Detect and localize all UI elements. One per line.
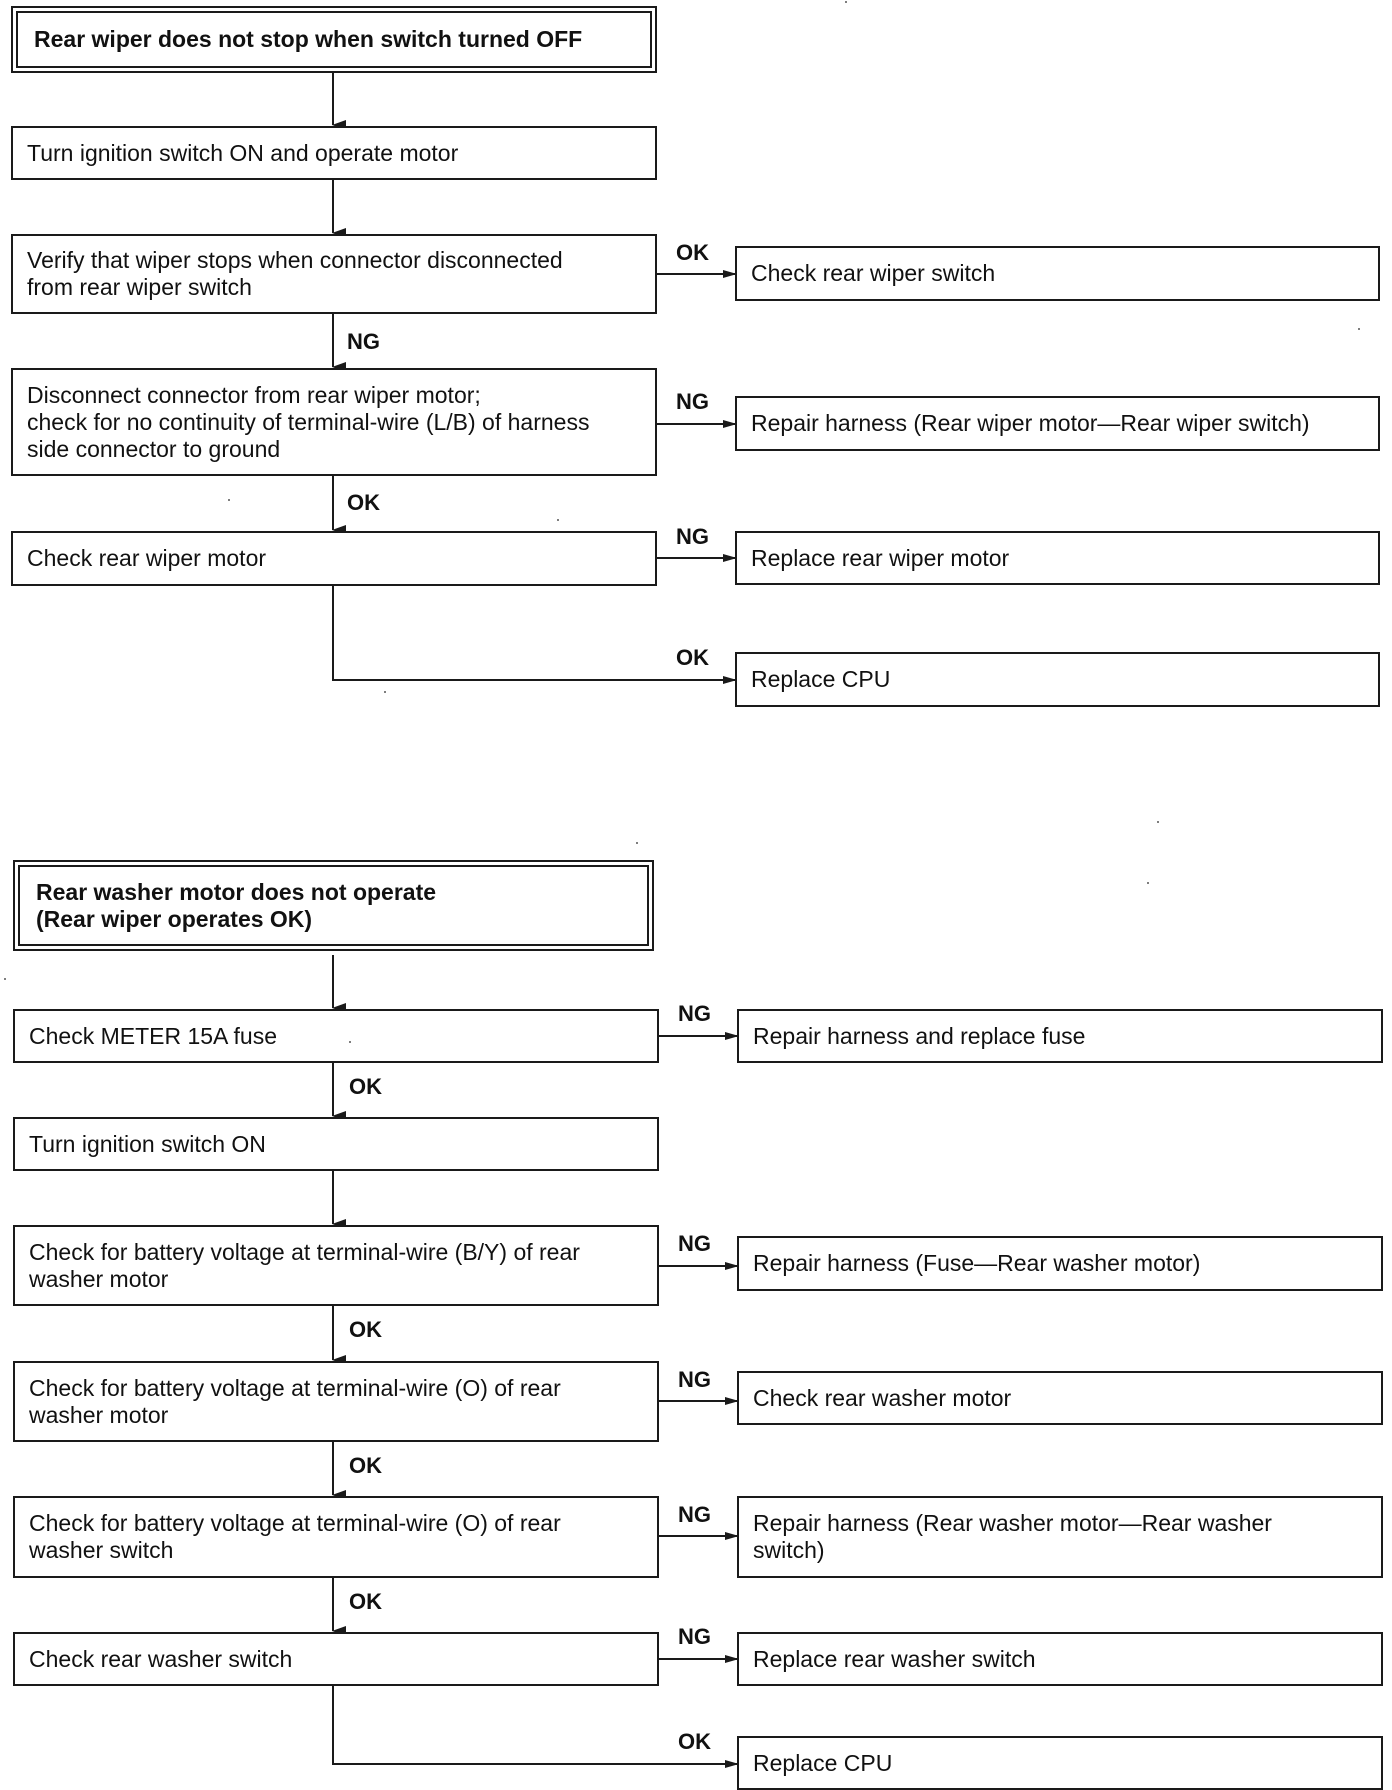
fc1-label-verify-ng: NG [347,329,380,354]
fc2-result-repair-harness-fuse-motor: Repair harness (Fuse—Rear washer motor) [737,1236,1383,1291]
fc2-result-repair-harness-motor-switch: Repair harness (Rear washer motor—Rear washer switch) [737,1496,1383,1578]
fc1-step-verify-wiper-stops: Verify that wiper stops when connector disconnected from rear wiper switch [11,234,657,314]
fc2-label-fuse-ng: NG [678,1001,711,1026]
flowchart1-title-box [11,6,657,73]
fc2-label-o-motor-ok: OK [349,1453,382,1478]
scan-speck [349,1041,351,1043]
fc2-label-by-ng: NG [678,1231,711,1256]
fc1-label-disconnect-ok: OK [347,490,380,515]
fc2-step-check-by-voltage: Check for battery voltage at terminal-wire (B/Y) of rear washer motor [13,1225,659,1306]
fc1-step-disconnect-motor-connector: Disconnect connector from rear wiper motor; check for no continuity of terminal-wire (L/B) of harness side connector to ground [11,368,657,476]
flowchart1-title: Rear wiper does not stop when switch turned OFF [16,11,652,68]
fc2-label-switch-ok: OK [678,1729,711,1754]
flowchart2-title-box [13,860,654,951]
fc2-step-check-fuse: Check METER 15A fuse [13,1009,659,1063]
fc2-label-o-switch-ng: NG [678,1502,711,1527]
fc1-step-ignition-operate: Turn ignition switch ON and operate motor [11,126,657,180]
fc2-result-repair-harness-fuse: Repair harness and replace fuse [737,1009,1383,1063]
fc2-result-replace-washer-switch: Replace rear washer switch [737,1632,1383,1686]
scan-speck [4,978,6,980]
fc2-label-by-ok: OK [349,1317,382,1342]
fc1-result-replace-cpu: Replace CPU [735,652,1380,707]
fc2-label-o-motor-ng: NG [678,1367,711,1392]
fc1-result-repair-harness: Repair harness (Rear wiper motor—Rear wiper switch) [735,396,1380,451]
fc2-label-switch-ng: NG [678,1624,711,1649]
fc2-step-check-o-voltage-switch: Check for battery voltage at terminal-wire (O) of rear washer switch [13,1496,659,1578]
fc1-label-verify-ok: OK [676,240,709,265]
fc2-step-check-o-voltage-motor: Check for battery voltage at terminal-wire (O) of rear washer motor [13,1361,659,1442]
flowchart2-title: Rear washer motor does not operate (Rear wiper operates OK) [18,865,649,946]
fc1-label-disconnect-ng: NG [676,389,709,414]
fc2-step-check-washer-switch: Check rear washer switch [13,1632,659,1686]
fc2-result-check-washer-motor: Check rear washer motor [737,1371,1383,1425]
scan-speck [557,519,559,521]
fc1-label-motor-ng: NG [676,524,709,549]
scan-speck [1147,882,1149,884]
fc2-label-o-switch-ok: OK [349,1589,382,1614]
scan-speck [845,1,847,3]
fc1-label-motor-ok: OK [676,645,709,670]
fc1-result-replace-wiper-motor: Replace rear wiper motor [735,531,1380,585]
fc1-result-check-wiper-switch: Check rear wiper switch [735,246,1380,301]
scan-speck [384,691,386,693]
scan-speck [228,499,230,501]
fc2-step-ignition-on: Turn ignition switch ON [13,1117,659,1171]
fc2-result-replace-cpu: Replace CPU [737,1736,1383,1790]
scan-speck [1358,328,1360,330]
fc1-step-check-wiper-motor: Check rear wiper motor [11,531,657,586]
fc2-label-fuse-ok: OK [349,1074,382,1099]
scan-speck [1157,821,1159,823]
scan-speck [636,842,638,844]
